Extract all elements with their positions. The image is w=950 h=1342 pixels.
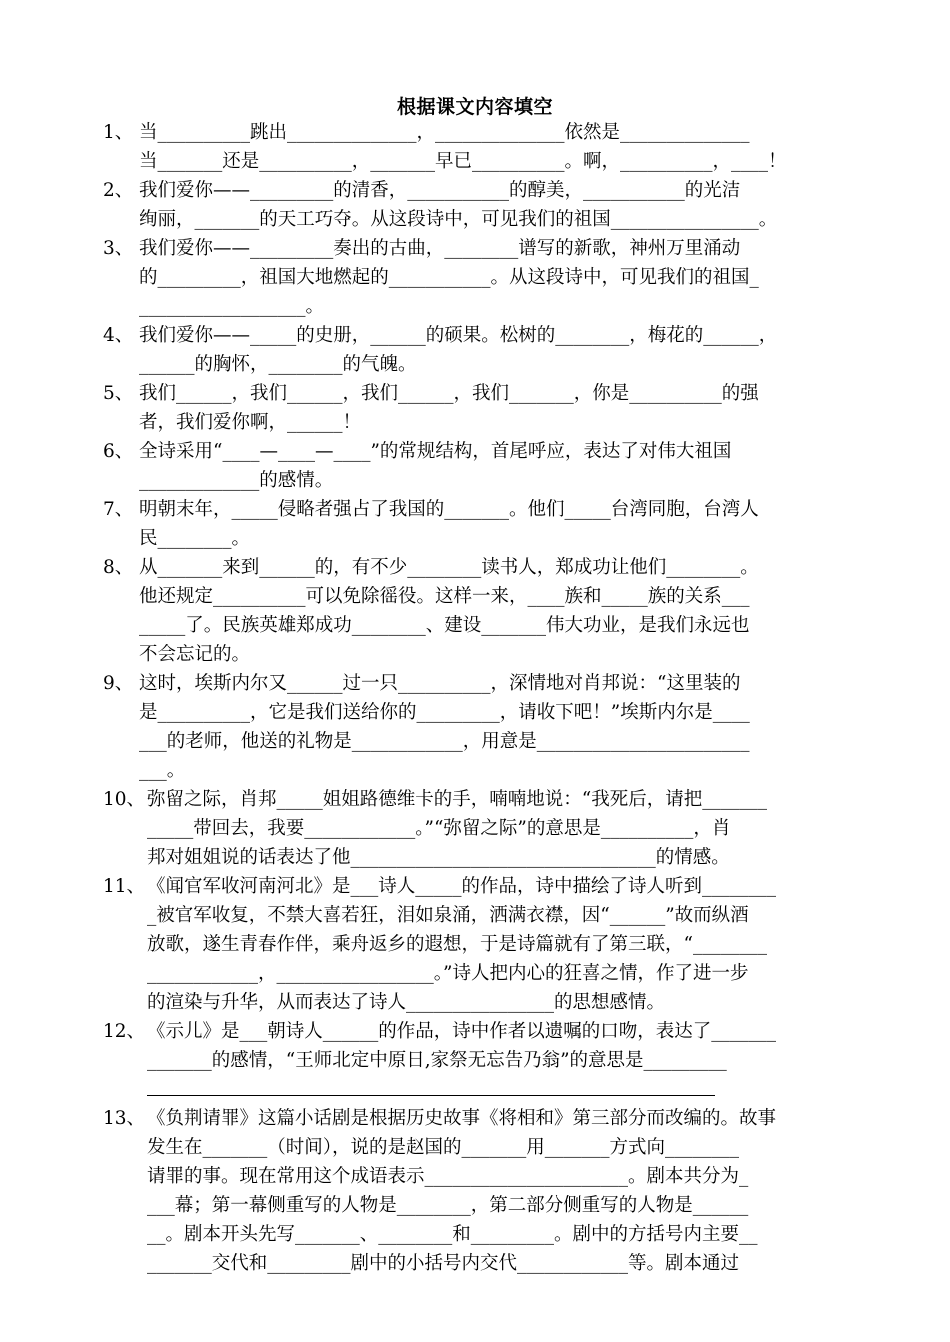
question-text-line: 民________。 <box>139 528 251 549</box>
page-title: 根据课文内容填空 <box>396 96 553 118</box>
question-text-line: 者，我们爱你啊，______！ <box>139 412 362 433</box>
question-text-line: 发生在_______（时间），说的是赵国的_______用_______方式向________ <box>147 1137 740 1158</box>
question-text-line: _______的感情，“王师北定中原日,家祭无忘告乃翁”的意思是_________ <box>147 1050 727 1071</box>
question-number: 8、 <box>103 557 134 578</box>
question-text-line: 我们______，我们______，我们______，我们_______，你是__________的强 <box>139 383 759 404</box>
question-number: 12、 <box>103 1021 146 1042</box>
question-item <box>103 495 853 553</box>
question-number: 7、 <box>103 499 134 520</box>
question-number: 5、 <box>103 383 134 404</box>
question-text-line: 当__________跳出______________，______________依然是______________ <box>139 122 750 143</box>
question-text-line: 的_________，祖国大地燃起的___________。从这段诗中，可见我们的祖国_ <box>139 267 759 288</box>
question-number: 11、 <box>103 876 146 897</box>
question-text-line: 绚丽，_______的天工巧夺。从这段诗中，可见我们的祖国________________。 <box>139 209 778 230</box>
question-text-line: 我们爱你——_________的清香，___________的醇美，___________的光洁 <box>139 180 741 201</box>
question-text-line: 他还规定__________可以免除徭役。这样一来，____族和_____族的关系___ <box>139 586 750 607</box>
question-item <box>103 1104 853 1278</box>
question-text-line: 明朝末年，_____侵略者强占了我国的_______。他们_____台湾同胞，台湾人 <box>139 499 759 520</box>
question-item <box>103 1017 853 1104</box>
question-text-line: 的渲染与升华，从而表达了诗人________________的思想感情。 <box>147 992 666 1013</box>
question-item <box>103 234 853 321</box>
question-text-line: _______交代和_________剧中的小括号内交代____________等。剧本通过 <box>147 1253 740 1274</box>
question-text-line: 不会忘记的。 <box>139 644 251 665</box>
question-text-line: 《闻官军收河南河北》是___诗人_____的作品，诗中描绘了诗人听到________ <box>147 876 777 897</box>
question-item <box>103 437 853 495</box>
question-item <box>103 379 853 437</box>
question-text-line: 《示儿》是___朝诗人______的作品，诗中作者以遗嘱的口吻，表达了_______ <box>147 1021 777 1042</box>
question-text-line: 是__________，它是我们送给你的_________，请收下吧！”埃斯内尔是____ <box>139 702 750 723</box>
question-item <box>103 321 853 379</box>
question-text-line: ___的老师，他送的礼物是____________，用意是_______________________ <box>139 731 750 752</box>
question-text-line: _____________的感情。 <box>139 470 334 491</box>
question-number: 4、 <box>103 325 134 346</box>
question-item <box>103 553 853 669</box>
question-item <box>103 872 853 1017</box>
question-text-line: 这时，埃斯内尔又______过一只__________，深情地对肖邦说：“这里装的 <box>139 673 741 694</box>
question-number: 6、 <box>103 441 134 462</box>
question-text-line: ____________，_________________。”诗人把内心的狂喜之情，作了进一步 <box>147 963 749 984</box>
question-text-line: 从_______来到______的，有不少________读书人，郑成功让他们________。 <box>139 557 759 578</box>
question-text-line: 全诗采用“____—____—____”的常规结构，首尾呼应，表达了对伟大祖国 <box>139 441 732 462</box>
question-text-line: ______的胸怀，________的气魄。 <box>139 354 417 375</box>
question-text-line: 《负荆请罪》这篇小话剧是根据历史故事《将相和》第三部分而改编的。故事 <box>147 1108 777 1129</box>
question-number: 13、 <box>103 1108 146 1129</box>
question-number: 10、 <box>103 789 146 810</box>
question-text-line: _____带回去，我要____________。”“弥留之际”的意思是__________，肖 <box>147 818 731 839</box>
question-text-line: 我们爱你——_________奏出的古曲，________谱写的新歌，神州万里涌动 <box>139 238 741 259</box>
question-item <box>103 669 853 785</box>
question-text-line: _被官军收复，不禁大喜若狂，泪如泉涌，洒满衣襟，因“______”故而纵酒 <box>147 905 749 926</box>
question-text-line: 请罪的事。现在常用这个成语表示______________________。剧本共分为_ <box>147 1166 749 1187</box>
question-text-line: 当_______还是__________，_______早已__________。啊，__________，____！ <box>139 151 787 172</box>
question-number: 3、 <box>103 238 134 259</box>
answer-blank-line <box>147 1075 853 1104</box>
question-number: 1、 <box>103 122 134 143</box>
question-text-line: __________________。 <box>139 296 325 317</box>
question-item <box>103 176 853 234</box>
question-text-line: 弥留之际，肖邦_____姐姐路德维卡的手，喃喃地说：“我死后，请把_______ <box>147 789 767 810</box>
question-text-line: ___幕；第一幕侧重写的人物是________，第二部分侧重写的人物是______ <box>147 1195 749 1216</box>
question-text-line: 我们爱你——_____的史册，______的硕果。松树的________，梅花的______， <box>139 325 778 346</box>
question-text-line: 放歌，遂生青春作伴，乘舟返乡的遐想，于是诗篇就有了第三联，“________ <box>147 934 767 955</box>
question-text-line: __。剧本开头先写_______、________和_________。剧中的方括号内主要__ <box>147 1224 758 1245</box>
question-item <box>103 785 853 872</box>
question-text-line: 邦对姐姐说的话表达了他_________________________________的情感。 <box>147 847 730 868</box>
question-item <box>103 118 853 176</box>
question-number: 2、 <box>103 180 134 201</box>
question-text-line: ___。 <box>139 760 186 781</box>
question-list <box>103 118 853 1278</box>
question-number: 9、 <box>103 673 134 694</box>
question-text-line: _____了。民族英雄郑成功________、建设_______伟大功业，是我们永远也 <box>139 615 750 636</box>
